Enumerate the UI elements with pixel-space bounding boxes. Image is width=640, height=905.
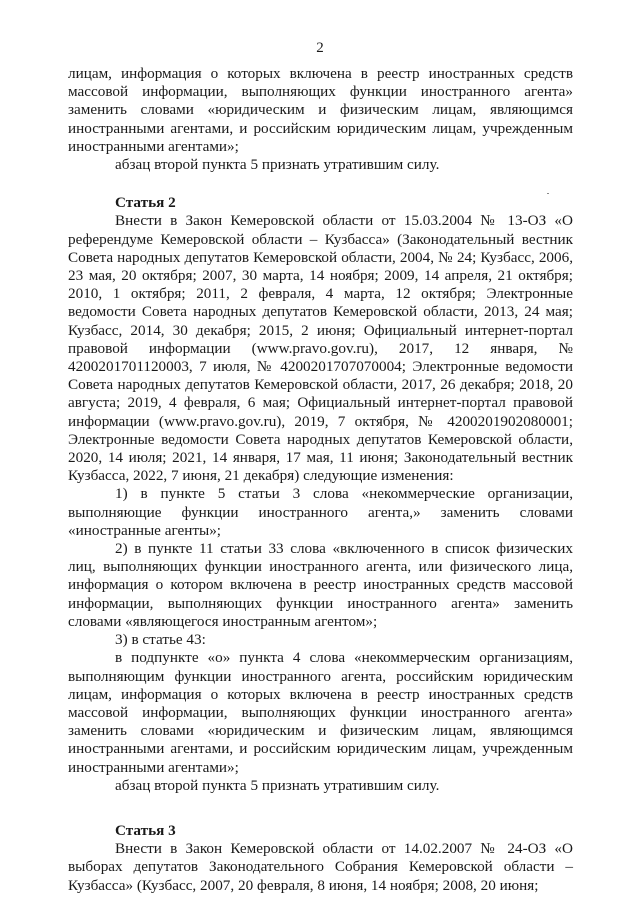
article-3-intro: Внести в Закон Кемеровской области от 14.02.2007 № 24-ОЗ «О выборах депутатов Законодательного Собрания Кемеровской области – Кузбасса» (Кузбасс, 2007, 20 февраля, 8 июня, 14 ноября; 2008, 20 июня; bbox=[68, 840, 573, 894]
spacer bbox=[68, 174, 573, 194]
article-3-heading: Статья 3 bbox=[115, 821, 176, 839]
article-2-item-3-subparagraph: в подпункте «о» пункта 4 слова «некоммерческим организациям, выполняющим функции иностранного агента, российским юридическим лицам, информация о которых включена в реестр иностранных средств массовой информации, выполняющих функции иностранного агента» заменить словами «юридическим и физическим лицам, являющимся иностранными агентами, и российским юридическим лицам, учрежденным иностранными агентами»; bbox=[68, 649, 573, 776]
article-2-intro: Внести в Закон Кемеровской области от 15.03.2004 № 13-ОЗ «О референдуме Кемеровской области – Кузбасса» (Законодательный вестник Совета народных депутатов Кемеровской области, 2004, № 24; Кузбасс, 2006, 23 мая, 20 октября; 2007, 30 марта, 14 ноября; 2009, 14 апреля, 21 октября; 2010, 1 октября; 2011, 2 февраля, 4 марта, 12 октября; Электронные ведомости Совета народных депутатов Кемеровской области, 2013, 24 мая; Кузбасс, 2014, 30 декабря; 2015, 2 июня; Официальный интернет-портал правовой информации (www.pravo.gov.ru), 2017, 12 января, № 4200201701120003, 7 июля, № 4200201707070004; Электронные ведомости Совета народных депутатов Кемеровской области, 2017, 26 декабря; 2018, 20 августа; 2019, 4 февраля, 6 мая; Официальный интернет-портал правовой информации (www.pravo.gov.ru), 2019, 7 октября, № 4200201902080001; Электронные ведомости Совета народных депутатов Кемеровской области, 2020, 14 июля; 2021, 14 января, 17 мая, 11 июня; Законодательный вестник Кузбасса, 2022, 7 июня, 21 декабря) следующие изменения: bbox=[68, 212, 573, 485]
document-body bbox=[68, 65, 573, 895]
article-2-item-2: 2) в пункте 11 статьи 33 слова «включенного в список физических лиц, выполняющих функции иностранного агента, или физического лица, информация о котором включена в реестр иностранных средств массовой информации, выполняющих функции иностранного агента» заменить словами «являющегося иностранным агентом»; bbox=[68, 540, 573, 630]
article-2-item-3: 3) в статье 43: bbox=[115, 631, 206, 649]
paragraph-continuation: лицам, информация о которых включена в реестр иностранных средств массовой информации, выполняющих функции иностранного агента» заменить словами «юридическим и физическим лицам, являющимся иностранными агентами, и российским юридическим лицам, учрежденным иностранными агентами»; bbox=[68, 65, 573, 155]
article-2-item-3-repeal: абзац второй пункта 5 признать утратившим силу. bbox=[115, 776, 440, 794]
article-2-heading: Статья 2 bbox=[115, 194, 176, 212]
page-number: 2 bbox=[316, 40, 324, 56]
spacer bbox=[68, 795, 573, 822]
article-2-item-1: 1) в пункте 5 статьи 3 слова «некоммерческие организации, выполняющие функции иностранного агента,» заменить словами «иностранные агенты»; bbox=[68, 485, 573, 539]
paragraph-repeal: абзац второй пункта 5 признать утратившим силу. bbox=[115, 156, 440, 174]
